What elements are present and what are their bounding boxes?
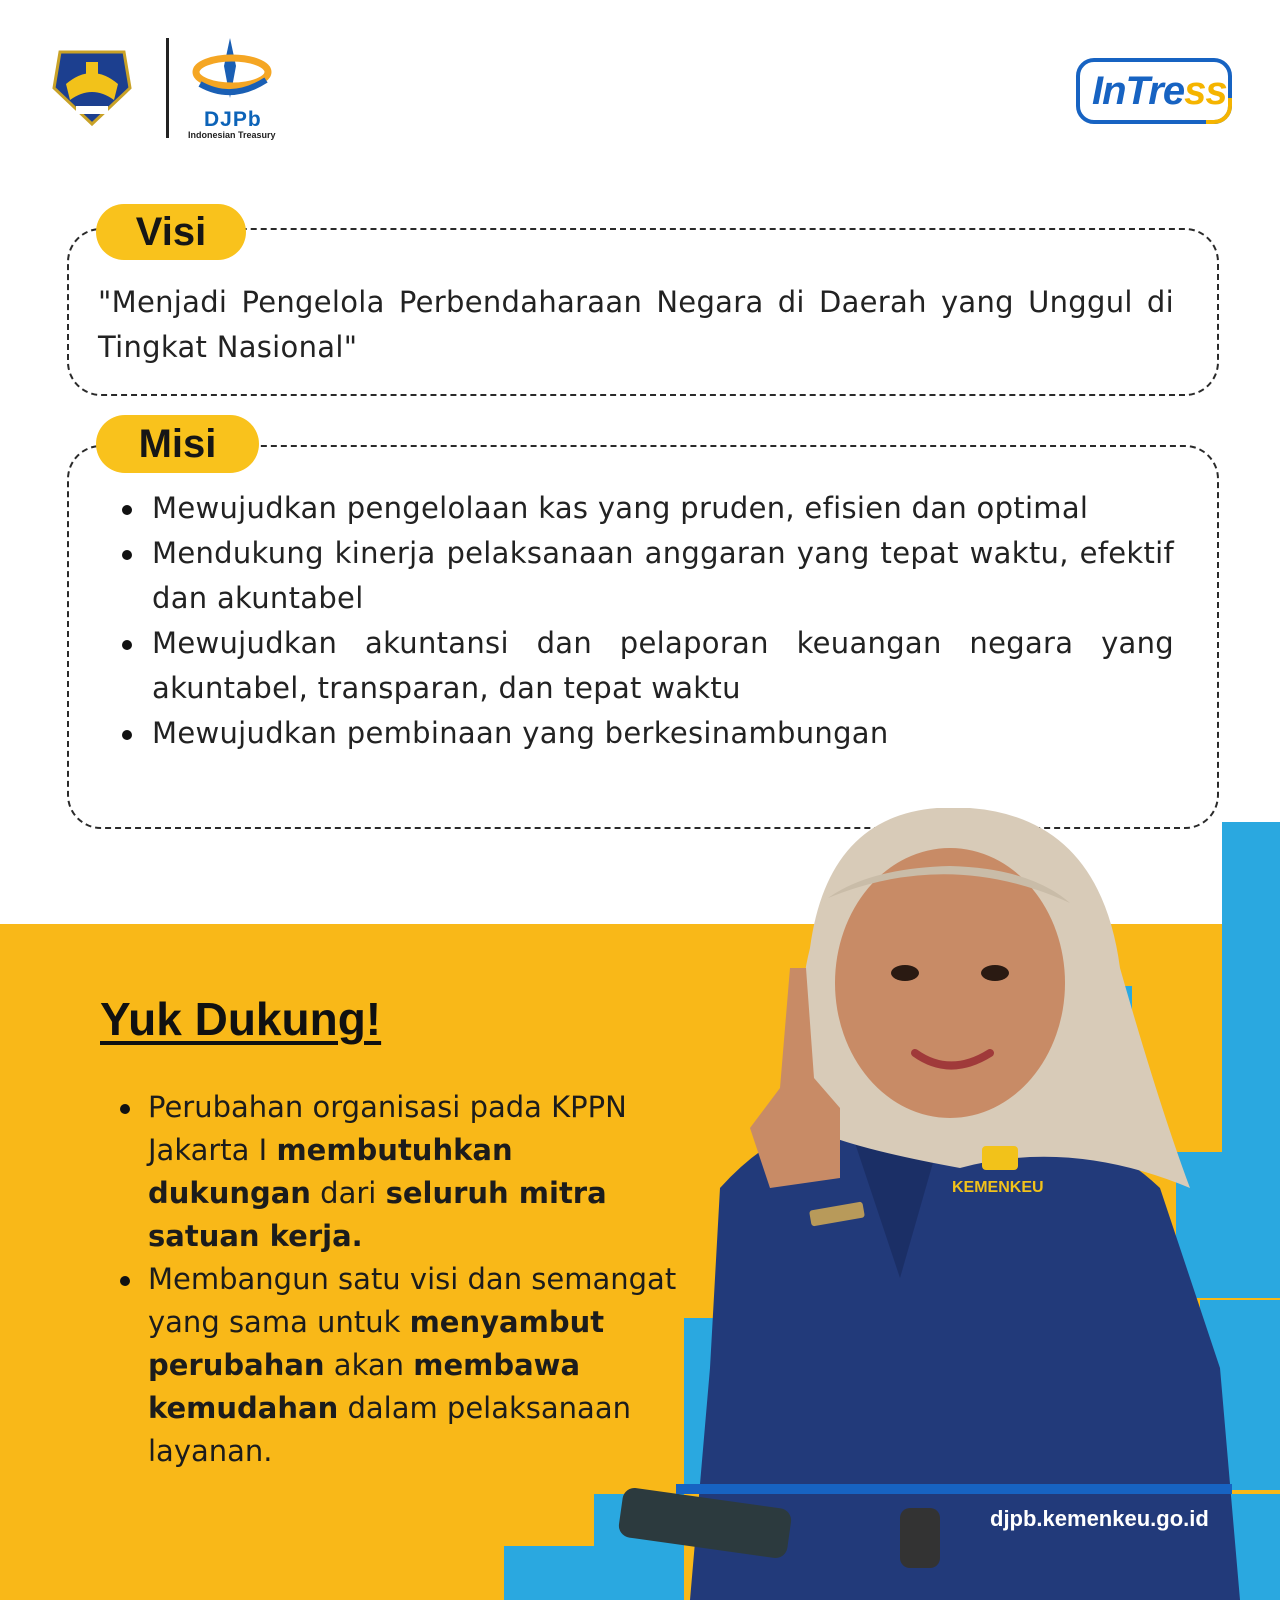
website-url[interactable]: djpb.kemenkeu.go.id — [990, 1506, 1209, 1531]
visi-statement: "Menjadi Pengelola Perbendaharaan Negara di Daerah yang Unggul di Tingkat Nasional" — [98, 285, 1174, 364]
logo-divider — [166, 38, 169, 138]
misi-item: Mewujudkan pembinaan yang berkesinambungan — [152, 711, 1174, 756]
uniform-label: KEMENKEU — [952, 1179, 1044, 1196]
intress-logo — [1076, 58, 1232, 124]
djpb-logo — [186, 36, 296, 140]
djpb-subtitle: Indonesian Treasury — [188, 130, 276, 140]
yuk-dukung-list — [100, 1086, 680, 1473]
person-photo — [600, 808, 1240, 1600]
yuk-dukung-title: Yuk Dukung! — [100, 993, 382, 1045]
visi-label: Visi — [96, 204, 246, 260]
yuk-dukung-item: Membangun satu visi dan semangat yang sama untuk menyambut perubahan akan membawa kemudahan dalam pelaksanaan layanan. — [148, 1258, 680, 1473]
url-underline — [676, 1484, 1232, 1494]
kemenkeu-logo — [52, 44, 132, 128]
intress-wordmark: InTress — [1092, 69, 1227, 113]
misi-list — [98, 486, 1174, 756]
misi-item: Mewujudkan akuntansi dan pelaporan keuangan negara yang akuntabel, transparan, dan tepat waktu — [152, 621, 1174, 711]
blue-block — [504, 1546, 594, 1600]
misi-item: Mendukung kinerja pelaksanaan anggaran yang tepat waktu, efektif dan akuntabel — [152, 531, 1174, 621]
misi-item: Mewujudkan pengelolaan kas yang pruden, efisien dan optimal — [152, 486, 1174, 531]
yuk-dukung-item: Perubahan organisasi pada KPPN Jakarta I membutuhkan dukungan dari seluruh mitra satuan kerja. — [148, 1086, 680, 1258]
misi-label: Misi — [96, 415, 259, 473]
intress-arrow-icon — [1206, 98, 1232, 124]
djpb-name: DJPb — [204, 108, 262, 131]
